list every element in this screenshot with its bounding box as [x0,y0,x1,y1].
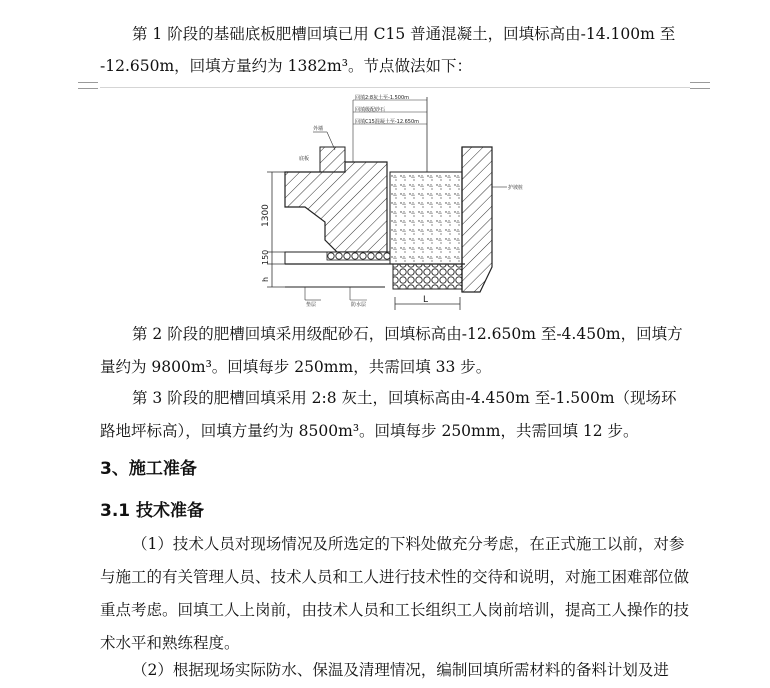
paragraph-stage2: 第 2 阶段的肥槽回填采用级配砂石，回填标高由-12.650m 至-4.450m，回填方量约为 9800m³。回填每步 250mm，共需回填 33 步。 [100,325,683,376]
heading-section-3-1: 3.1 技术准备 [100,501,205,521]
callout-label-bottom2: 防水层 [351,302,367,308]
callout-label-3: 回填C15混凝土至-12.650m [355,119,420,125]
paragraph-stage3: 第 3 阶段的肥槽回填采用 2:8 灰土，回填标高由-4.450m 至-1.500m（现场环路地坪标高），回填方量约为 8500m³。回填每步 250mm，共需回填 12 步。 [100,389,677,440]
paragraph-tech-prep-1: （1）技术人员对现场情况及所选定的下料处做充分考虑，在正式施工以前，对参与施工的有关管理人员、技术人员和工人进行技术性的交待和说明，对施工困难部位做重点考虑。回填工人上岗前，由技术人员和工长组织工人岗前培训，提高工人操作的技术水平和熟练程度。 [100,535,690,652]
callout-label-bottom1: 垫层 [306,302,317,308]
dimension-150: 150 [261,249,270,265]
backfill-node-diagram [255,92,535,312]
dimension-1300: 1300 [261,204,271,227]
page-corner-mark-right [690,82,710,89]
retaining-pile [462,147,492,292]
page-boundary-line [100,87,690,88]
callout-label-slab: 底板 [299,156,310,162]
dimension-h: h [261,276,270,282]
concrete-backfill-zone [390,172,462,264]
callout-label-2: 回填级配砂石 [355,107,386,113]
foundation-wall-section [285,162,387,252]
paragraph-stage1-line2: -12.650m，回填方量约为 1382m³。节点做法如下： [100,57,472,75]
page-corner-mark-left [78,82,98,89]
callout-label-pile: 护坡桩 [508,185,524,191]
heading-section-3: 3、施工准备 [100,459,197,479]
paragraph-tech-prep-2: （2）根据现场实际防水、保温及清理情况，编制回填所需材料的备料计划及进 [132,661,669,679]
callout-label-wall: 外墙 [313,126,324,132]
dimension-L: L [423,295,429,305]
paragraph-stage1-line1: 第 1 阶段的基础底板肥槽回填已用 C15 普通混凝土，回填标高由-14.100m 至 [132,25,676,43]
callout-label-1: 回填2:8灰土至-1.500m [355,95,410,101]
gravel-backfill-zone [393,264,462,289]
